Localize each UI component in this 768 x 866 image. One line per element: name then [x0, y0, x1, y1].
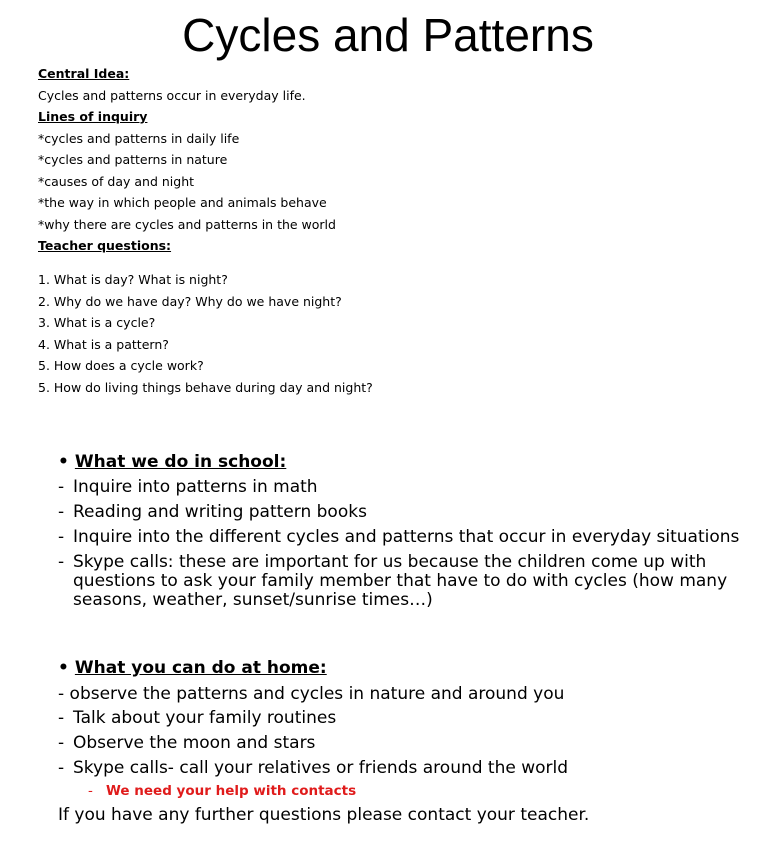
home-heading [58, 656, 327, 681]
dash-marker: - [88, 783, 93, 799]
question-item: 5. How does a cycle work? [38, 358, 204, 373]
inquiry-line: *the way in which people and animals behave [38, 195, 327, 210]
question-item: 5. How do living things behave during day and night? [38, 379, 373, 395]
inquiry-line: *why there are cycles and patterns in the world [38, 216, 336, 232]
lines-of-inquiry-heading: Lines of inquiry [38, 109, 148, 124]
list-item [58, 731, 748, 756]
list-item [58, 706, 748, 731]
page-title: Cycles and Patterns [182, 9, 594, 61]
teacher-questions-heading: Teacher questions: [38, 238, 172, 253]
central-idea-text: Cycles and patterns occur in everyday life. [38, 87, 306, 103]
dash-marker: - [58, 733, 65, 753]
list-item-text: Talk about your family routines [73, 708, 337, 728]
dash-marker: - [58, 477, 65, 497]
dash-marker: - [58, 502, 65, 522]
list-item-text: Observe the moon and stars [73, 733, 316, 753]
contacts-note-text: We need your help with contacts [106, 783, 357, 799]
home-list [58, 706, 748, 781]
central-idea-heading: Central Idea: [38, 66, 130, 81]
unit-overview [38, 63, 336, 257]
contacts-note [88, 781, 356, 801]
list-item-text: Reading and writing pattern books [73, 502, 367, 522]
dash-marker: - [58, 758, 65, 778]
list-item-text: Inquire into the different cycles and patterns that occur in everyday situations [73, 527, 740, 547]
list-item-text: Skype calls: these are important for us because the children come up with questions to ask your family member that have to do with cycles (how many seasons, weather, sunset/sunrise times…) [73, 552, 728, 610]
home-first-line: - observe the patterns and cycles in nature and around you [58, 684, 565, 704]
question-item: 4. What is a pattern? [38, 336, 169, 352]
question-item: 2. Why do we have day? Why do we have night? [38, 293, 342, 309]
dash-marker: - [58, 527, 65, 547]
list-item-text: Inquire into patterns in math [73, 477, 318, 497]
question-item: 3. What is a cycle? [38, 315, 156, 330]
school-heading-text: What we do in school: [74, 452, 287, 472]
list-item [58, 475, 748, 500]
bullet-icon: • [58, 658, 69, 678]
list-item-text: Skype calls- call your relatives or friends around the world [73, 758, 569, 778]
inquiry-line: *causes of day and night [38, 173, 195, 189]
list-item [58, 756, 748, 781]
list-item [58, 500, 748, 525]
footer-text: If you have any further questions please contact your teacher. [58, 805, 590, 825]
school-list [58, 475, 748, 613]
question-item: 1. What is day? What is night? [38, 272, 228, 287]
inquiry-line: *cycles and patterns in daily life [38, 130, 240, 146]
inquiry-line: *cycles and patterns in nature [38, 152, 228, 167]
home-heading-text: What you can do at home: [74, 658, 327, 678]
dash-marker: - [58, 708, 65, 728]
list-item [58, 550, 748, 613]
list-item [58, 525, 748, 550]
teacher-questions-list [38, 269, 373, 398]
dash-marker: - [58, 552, 65, 572]
bullet-icon: • [58, 452, 69, 472]
school-heading [58, 450, 286, 475]
